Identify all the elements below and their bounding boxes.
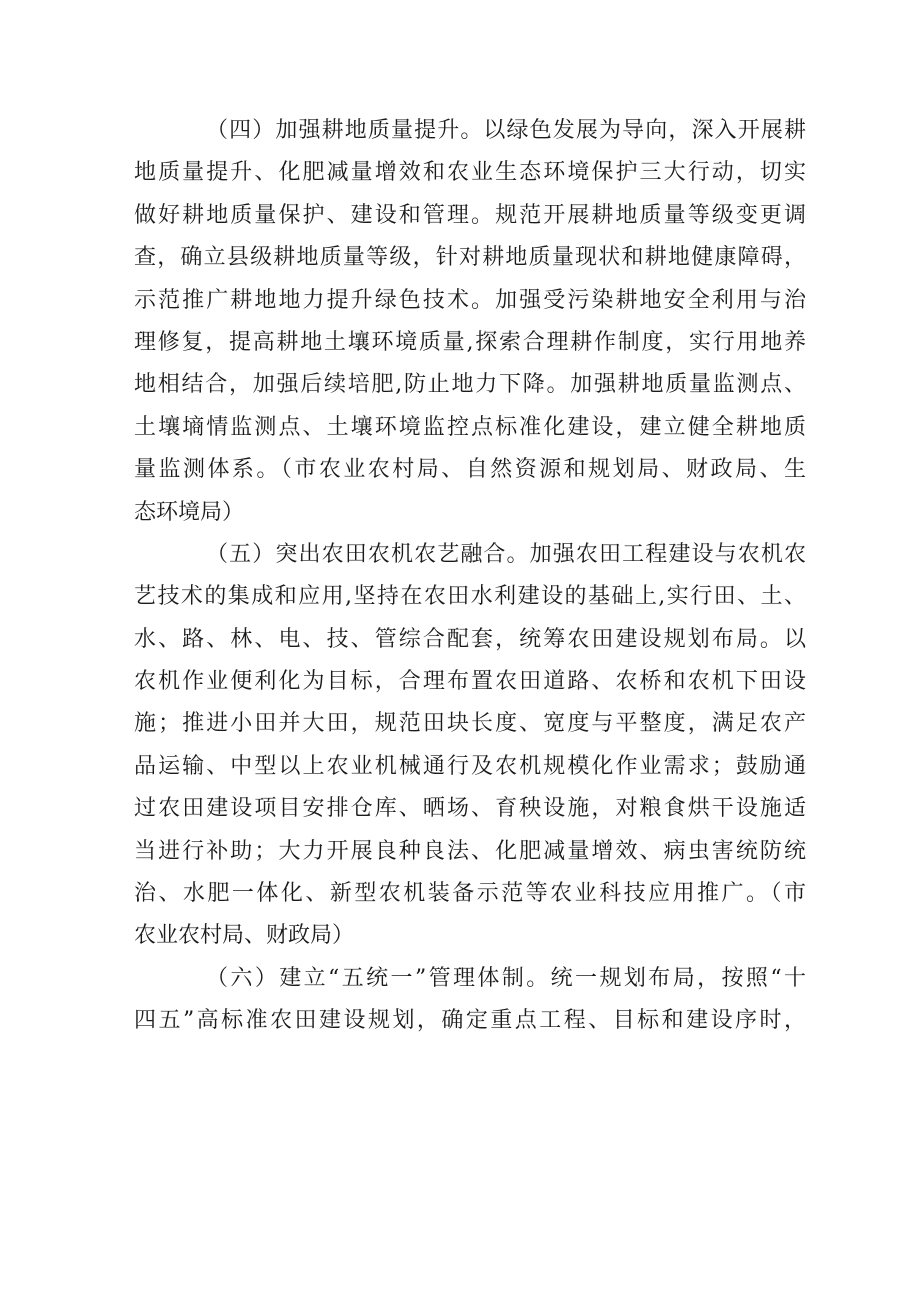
- paragraph-line: 品运输、中型以上农业机械通行及农机规模化作业需求；鼓励通: [134, 753, 806, 779]
- paragraph-line: 农机作业便利化为目标，合理布置农田道路、农桥和农机下田设: [134, 669, 806, 695]
- paragraph-line: 地质量提升、化肥减量增效和农业生态环境保护三大行动，切实: [134, 160, 806, 186]
- paragraph-line: 态环境局）: [134, 499, 245, 525]
- paragraph-line: （六）建立“五统一”管理体制。统一规划布局，按照“十: [206, 965, 806, 991]
- paragraph-line: （四）加强耕地质量提升。以绿色发展为导向，深入开展耕: [206, 118, 806, 143]
- paragraph-line: 理修复，提高耕地土壤环境质量,探索合理耕作制度，实行用地养: [134, 329, 806, 355]
- paragraph-line: 土壤墒情监测点、土壤环境监控点标准化建设，建立健全耕地质: [134, 414, 806, 440]
- paragraph-section-6: [134, 958, 806, 1043]
- paragraph-line: 过农田建设项目安排仓库、晒场、育秧设施，对粮食烘干设施适: [134, 796, 806, 822]
- paragraph-line: 农业农村局、财政局）: [134, 923, 355, 949]
- paragraph-line: 四五”高标准农田建设规划，确定重点工程、目标和建设序时，: [134, 1008, 806, 1034]
- paragraph-line: 做好耕地质量保护、建设和管理。规范开展耕地质量等级变更调: [134, 202, 806, 228]
- paragraph-line: 艺技术的集成和应用,坚持在农田水利建设的基础上,实行田、土、: [134, 584, 806, 610]
- paragraph-line: 施；推进小田并大田，规范田块长度、宽度与平整度，满足农产: [134, 711, 806, 737]
- paragraph-line: 当进行补助；大力开展良种良法、化肥减量增效、病虫害统防统: [134, 838, 806, 864]
- paragraph-line: 治、水肥一体化、新型农机装备示范等农业科技应用推广。（市: [134, 881, 806, 907]
- paragraph-line: 量监测体系。（市农业农村局、自然资源和规划局、财政局、生: [134, 457, 806, 483]
- paragraph-section-4: [134, 110, 806, 534]
- paragraph-line: 示范推广耕地地力提升绿色技术。加强受污染耕地安全利用与治: [134, 287, 806, 313]
- paragraph-line: 地相结合，加强后续培肥,防止地力下降。加强耕地质量监测点、: [134, 372, 806, 398]
- paragraph-section-5: [134, 534, 806, 958]
- paragraph-line: 查，确立县级耕地质量等级，针对耕地质量现状和耕地健康障碍，: [134, 245, 806, 271]
- paragraph-line: 水、路、林、电、技、管综合配套，统筹农田建设规划布局。以: [134, 626, 806, 652]
- paragraph-line: （五）突出农田农机农艺融合。加强农田工程建设与农机农: [206, 541, 806, 567]
- document-body: [134, 110, 806, 1043]
